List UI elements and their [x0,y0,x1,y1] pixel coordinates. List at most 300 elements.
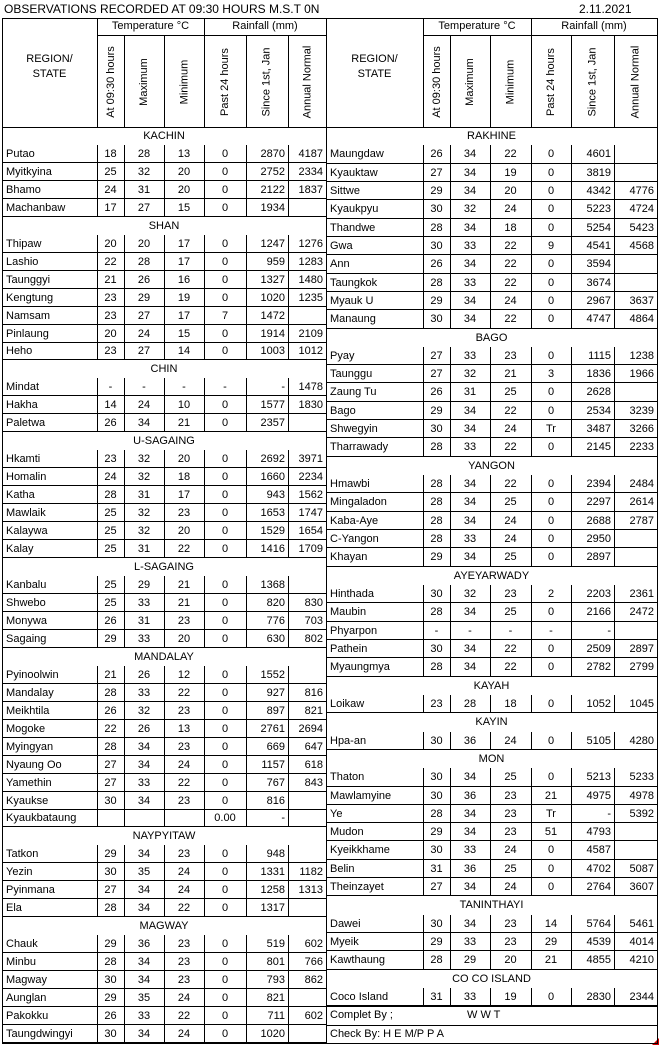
right-col-line [531,622,532,640]
right-header-since-jan-text: Since 1st, Jan [586,46,599,117]
right-col-line [571,878,572,896]
left-rain-annual-normal: 1709 [298,542,323,555]
right-footer-label: Complet By ; [330,1009,393,1021]
right-col-line [423,402,424,420]
left-col-line [124,630,125,648]
right-col-line [450,493,451,512]
left-rain-since-jan: 1157 [261,758,285,771]
right-col-line [490,732,491,750]
left-rain-annual-normal: 602 [304,937,323,950]
right-col-line [423,951,424,970]
left-col-line [246,881,247,899]
left-header-annual-normal [288,36,326,127]
left-rain-24h: 0 [221,237,229,250]
left-col-line [246,199,247,217]
left-col-line [97,738,98,756]
left-temp-min: 24 [177,991,191,1004]
left-temp-min: 14 [177,345,191,357]
right-rain-annual-normal: 2614 [629,496,654,508]
left-temp-max: 33 [137,596,151,609]
right-station-name: Loikaw [330,697,365,710]
left-temp-0930: 25 [104,506,117,519]
right-rain-since-jan: 2830 [586,990,611,1003]
right-col-line [531,658,532,677]
right-col-line [531,841,532,860]
left-col-line [164,145,165,163]
left-col-line [204,756,205,774]
left-temp-max: 32 [137,452,151,465]
left-col-line [288,666,289,684]
sheet-title: OBSERVATIONS RECORDED AT 09:30 HOURS M.S.T 0N [4,2,320,16]
left-temp-min: 13 [177,147,191,160]
right-col-line [490,915,491,933]
left-col-line [288,235,289,253]
left-col-line [97,450,98,468]
left-section-header: L-SAGAING [134,560,194,573]
right-col-line [571,530,572,548]
right-col-line [571,860,572,878]
right-temp-max: 34 [463,148,477,160]
left-station-name: Yezin [6,865,33,878]
left-col-line [124,253,125,271]
left-col-line [164,468,165,486]
left-col-line [124,396,125,414]
left-col-line [124,163,125,181]
right-col-line [531,182,532,200]
right-rain-since-jan: 4601 [586,148,611,160]
right-station-name: Mingaladon [330,496,387,508]
left-rain-since-jan: 1317 [260,901,285,914]
right-col-line [490,823,491,841]
left-col-line [246,810,247,827]
right-rain-24h: 3 [547,367,555,380]
left-col-line [124,756,125,774]
right-col-line [614,383,615,402]
right-col-line [571,237,572,255]
right-col-line [571,383,572,402]
left-col-line [164,594,165,612]
right-col-line [614,438,615,457]
left-col-line [246,702,247,720]
left-temp-min: 21 [177,578,191,591]
right-col-line [450,933,451,951]
left-col-line [204,181,205,199]
left-rain-24h: 0 [221,722,229,735]
right-col-line [614,200,615,219]
left-col-line [124,971,125,989]
right-temp-min: 25 [504,862,517,875]
left-col-line [164,235,165,253]
right-col-line [614,512,615,530]
left-station-name: Monywa [6,614,47,627]
left-rain-since-jan: 1003 [260,345,285,357]
right-temp-min: 25 [504,606,517,618]
right-col-line [450,695,451,713]
left-col-line [164,450,165,468]
left-col-line [97,1007,98,1025]
left-col-line [97,971,98,989]
left-header-col-line [204,18,205,127]
left-col-line [204,504,205,522]
right-temp-max: 34 [463,184,477,197]
left-rain-since-jan: 1258 [260,883,285,896]
left-col-line [288,414,289,432]
right-temp-min: 23 [504,917,517,930]
right-rain-annual-normal [614,622,657,640]
right-temp-max: 34 [463,642,477,655]
right-col-line [490,768,491,787]
right-temp-max: - [468,624,472,637]
left-section-header: MAGWAY [139,919,189,932]
right-temp-min: 19 [504,166,517,179]
left-rain-annual-normal: 821 [304,704,323,717]
right-col-line [450,951,451,970]
right-rain-since-jan: 2509 [586,642,611,655]
right-station-name: Bago [330,404,356,417]
right-station-name: Mawlamyine [330,789,392,802]
right-col-line [531,420,532,438]
right-temp-max: 31 [463,386,477,398]
left-temp-min: 15 [177,327,191,340]
left-station-name: Kanbalu [6,578,47,591]
right-rain-since-jan: 4541 [586,239,611,252]
left-col-line [204,343,205,360]
right-station-name: Taungkok [330,276,378,289]
left-temp-min: 22 [177,1009,191,1022]
right-col-line [490,640,491,658]
left-temp-0930: 17 [104,201,117,214]
right-col-line [614,732,615,750]
left-col-line [246,343,247,360]
left-rain-since-jan: 1529 [260,524,285,537]
right-rain-annual-normal [614,164,657,182]
left-col-line [288,271,289,289]
left-col-line [124,1025,125,1043]
left-rain-since-jan: 519 [266,937,285,950]
left-temp-max: 27 [137,345,151,357]
right-rain-24h: 0 [547,258,555,270]
right-temp-min: 22 [504,276,517,289]
right-col-line [571,548,572,567]
right-temp-min: 22 [504,661,517,673]
left-header-maximum [124,36,164,127]
right-col-line [490,622,491,640]
right-col-line [531,292,532,310]
left-rain-since-jan: 2752 [260,165,285,178]
right-header-past24 [531,36,571,127]
left-rain-24h: 0 [221,991,229,1004]
right-section-header: AYEYARWADY [453,569,530,582]
right-col-line [614,347,615,365]
left-header-since-jan-text: Since 1st, Jan [261,46,273,117]
right-col-line [450,438,451,457]
left-col-line [97,199,98,217]
left-col-line [164,845,165,863]
left-col-line [164,271,165,289]
left-rain-annual-normal [288,810,326,827]
left-rain-annual-normal: 1562 [298,488,323,501]
left-col-line [164,899,165,917]
left-col-line [246,953,247,971]
right-rain-since-jan: 1836 [586,367,611,380]
right-rain-annual-normal [614,548,657,567]
right-temp-min: 19 [504,990,517,1003]
right-station-name: Myeik [330,935,359,948]
left-rain-since-jan: 1934 [260,201,285,214]
right-col-line [614,402,615,420]
left-col-line [164,720,165,738]
left-col-line [288,738,289,756]
right-station-name: Thaton [330,771,365,783]
left-rain-annual-normal: 1654 [298,524,323,537]
right-rain-24h: 0 [547,349,555,362]
left-col-line [204,863,205,881]
right-rain-since-jan: 4539 [586,935,611,948]
right-col-line [423,988,424,1006]
right-temp-min: 22 [504,239,517,252]
left-temp-0930: 29 [104,847,117,860]
right-section-header: RAKHINE [467,129,516,142]
left-temp-min: 12 [177,668,191,681]
left-col-line [97,576,98,594]
right-rain-since-jan: 5213 [586,771,611,783]
left-col-line [124,1007,125,1025]
left-temp-0930: 25 [104,165,117,178]
left-col-line [204,971,205,989]
right-temp-0930: 28 [430,221,443,234]
left-col-line [97,935,98,953]
left-col-line [124,343,125,360]
left-col-line [97,504,98,522]
left-col-line [288,756,289,774]
left-rain-24h: 0 [221,327,229,340]
left-col-line [97,253,98,271]
left-station-name: Hkamti [6,452,41,465]
left-col-line [164,343,165,360]
right-rain-24h: 0 [547,477,555,490]
right-col-line [450,841,451,860]
right-col-line [450,383,451,402]
left-temp-0930 [97,810,124,827]
left-col-line [164,1007,165,1025]
right-rain-24h: 0 [547,313,555,325]
right-col-line [571,732,572,750]
right-rain-24h: - [549,624,553,637]
right-col-line [614,145,615,164]
right-col-line [490,805,491,823]
right-col-line [490,512,491,530]
left-col-line [124,307,125,325]
left-temp-max: 35 [137,991,151,1004]
left-temp-0930: 25 [104,542,117,555]
right-outer-bottom [326,1043,658,1044]
right-rain-since-jan: 5223 [586,203,611,215]
right-col-line [450,603,451,622]
right-col-line [614,475,615,493]
right-rain-annual-normal: 4724 [629,203,654,215]
left-col-line [164,756,165,774]
right-col-line [614,292,615,310]
left-station-name: Heho [6,345,33,357]
left-rain-since-jan: 1020 [260,1027,285,1040]
right-rain-since-jan: 2297 [586,496,611,508]
left-station-name: Paletwa [6,416,46,429]
right-temp-0930: 28 [430,532,443,545]
left-col-line [288,953,289,971]
left-rain-since-jan: 1552 [260,668,285,681]
right-col-line [531,200,532,219]
right-temp-min: 24 [504,532,517,545]
left-rain-24h: 0 [221,452,229,465]
left-col-line [288,971,289,989]
right-col-line [490,603,491,622]
right-col-line [531,310,532,329]
left-temp-0930: 23 [104,452,117,465]
left-rain-annual-normal: 4187 [298,147,323,160]
left-rain-24h: 0 [221,291,229,304]
left-col-line [124,181,125,199]
left-col-line [204,594,205,612]
right-temp-0930: 30 [430,734,443,747]
left-col-line [246,1025,247,1043]
right-rain-annual-normal [614,255,657,274]
right-col-line [423,622,424,640]
left-header-minimum [164,36,204,127]
left-temp-0930: 18 [104,147,117,160]
left-col-line [204,163,205,181]
right-rain-since-jan: 5764 [586,917,611,930]
right-col-line [450,365,451,383]
left-col-line [97,235,98,253]
left-temp-max: 31 [137,488,151,501]
right-col-line [531,805,532,823]
left-rain-annual-normal: 2109 [298,327,323,340]
right-col-line [531,530,532,548]
left-temp-max: 31 [137,614,151,627]
right-col-line [614,585,615,603]
left-temp-0930: 23 [104,309,117,322]
right-rain-annual-normal: 2233 [629,441,654,453]
right-col-line [423,915,424,933]
left-col-line [97,396,98,414]
left-col-line [246,666,247,684]
left-station-name: Pyinmana [6,883,55,896]
left-col-line [204,540,205,558]
left-station-name: Homalin [6,470,47,483]
right-temp-min: 24 [504,734,517,747]
right-rain-since-jan: 4975 [586,789,611,802]
left-rain-annual-normal [288,666,326,684]
left-col-line [246,792,247,810]
right-station-name: Belin [330,862,355,875]
left-col-line [204,468,205,486]
left-col-line [246,899,247,917]
left-col-line [164,325,165,343]
right-station-name: Mudon [330,825,364,838]
right-rain-24h: 0 [547,862,555,875]
right-temp-max: 33 [463,990,477,1003]
right-col-line [614,420,615,438]
left-temp-min: 17 [177,255,191,268]
right-station-name: C-Yangon [330,532,379,545]
right-header-since-jan [571,36,614,127]
right-rain-since-jan: 3819 [586,166,611,179]
right-temp-0930: 30 [430,587,443,600]
right-temp-0930: 26 [430,148,443,160]
left-col-line [246,163,247,181]
left-rain-annual-normal: 703 [304,614,323,627]
right-rain-since-jan: 4702 [586,862,611,875]
right-col-line [614,164,615,182]
left-rain-24h: 0 [221,901,229,914]
left-col-line [124,235,125,253]
left-rain-annual-normal [288,199,326,217]
right-header-at0930-text: At 09:30 hours [430,45,443,118]
right-col-line [571,951,572,970]
right-col-line [490,988,491,1006]
right-temp-0930: 23 [430,697,443,710]
right-col-line [450,530,451,548]
left-temp-0930: 29 [104,632,117,645]
right-temp-0930: 28 [430,514,443,527]
left-col-line [288,881,289,899]
left-rain-24h: - [223,380,227,393]
left-col-line [204,199,205,217]
right-temp-max: 32 [463,203,477,215]
left-rain-annual-normal: 862 [304,973,323,986]
right-header-col-line [490,35,491,127]
right-col-line [490,860,491,878]
left-station-name: Mogoke [6,722,46,735]
left-col-line [97,899,98,917]
left-section-header: NAYPYITAW [132,829,196,842]
left-col-line [204,953,205,971]
right-col-line [423,237,424,255]
left-rain-annual-normal [288,1025,326,1043]
left-rain-annual-normal: 2694 [298,722,323,735]
right-col-line [531,402,532,420]
right-header-rainfall: Rainfall (mm) [561,20,627,32]
left-temp-min: 17 [177,237,191,250]
left-col-line [124,989,125,1007]
left-rain-24h: 0 [221,147,229,160]
right-temp-min: 24 [504,514,517,527]
right-col-line [450,878,451,896]
left-temp-min: 23 [177,704,191,717]
right-col-line [490,841,491,860]
left-temp-max: 33 [137,776,151,789]
right-station-name: Shwegyin [330,422,378,435]
left-rain-annual-normal: 816 [304,686,323,699]
right-col-line [614,823,615,841]
right-temp-max: 34 [463,294,477,307]
right-col-line [531,787,532,805]
right-col-line [571,988,572,1006]
right-col-line [614,988,615,1006]
right-col-line [571,200,572,219]
right-col-line [490,365,491,383]
right-rain-annual-normal: 4568 [629,239,654,252]
right-rain-annual-normal: 2361 [629,587,654,600]
left-rain-since-jan: 1020 [260,291,285,304]
left-col-line [97,594,98,612]
left-col-line [288,684,289,702]
left-temp-0930: 28 [104,955,117,968]
right-temp-0930: 30 [430,771,443,783]
left-station-name: Kalay [6,542,34,555]
right-temp-max: 32 [463,587,477,600]
left-rain-annual-normal: 1012 [298,345,323,357]
